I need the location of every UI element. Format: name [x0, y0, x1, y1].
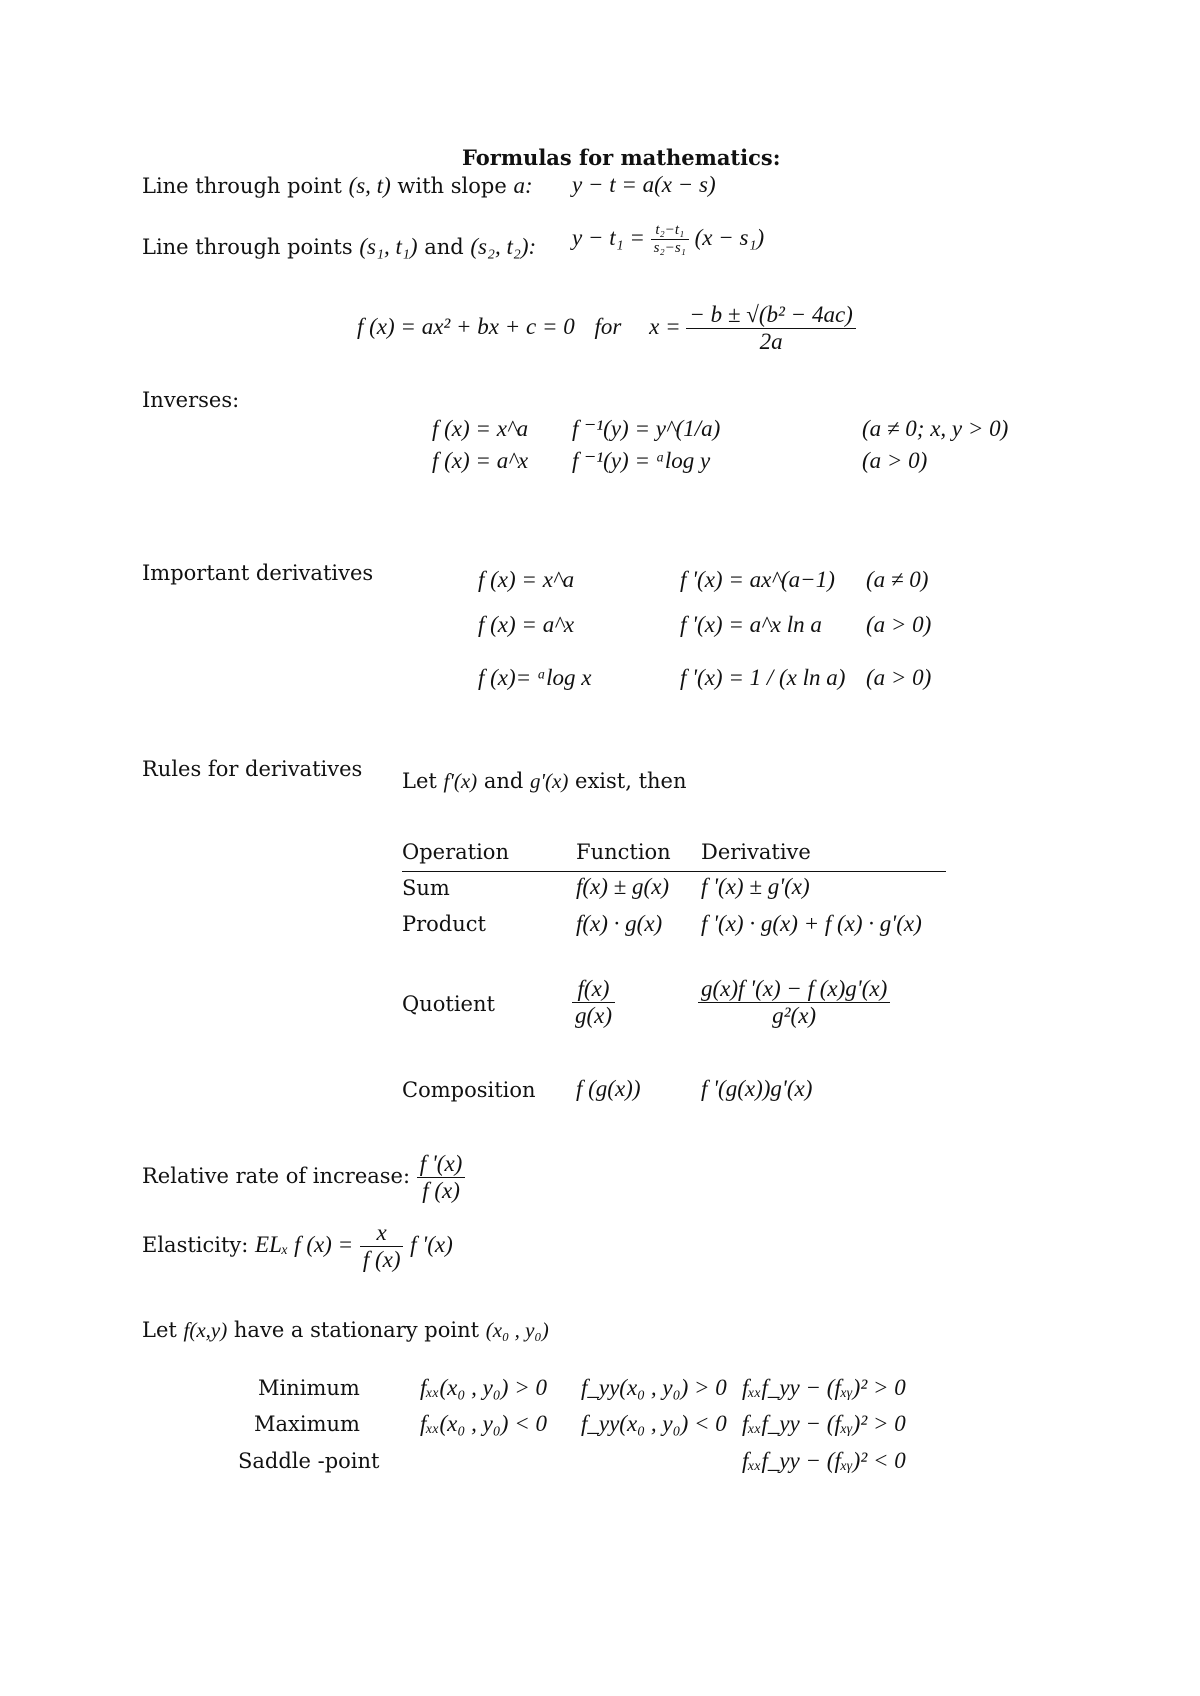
quadratic-x-eq: x =: [649, 313, 681, 339]
derivative-row-1-fp: f '(x) = ax^(a−1): [680, 567, 835, 592]
line-point-slope-var: a:: [513, 173, 533, 198]
relative-rate-row: [142, 1151, 465, 1204]
stationary-intro-point: (x₀ , y₀): [485, 1318, 549, 1342]
page-title: Formulas for mathematics:: [462, 145, 781, 170]
quadratic-fraction: [686, 302, 855, 355]
table-row-sum-deriv: f '(x) ± g'(x): [701, 874, 810, 899]
line-point-label: Line through point: [142, 174, 342, 198]
table-row-composition-op: Composition: [402, 1078, 536, 1102]
elasticity-den: f (x): [362, 1247, 401, 1272]
table-row-sum-op: Sum: [402, 876, 450, 900]
table-header-derivative: Derivative: [701, 840, 811, 864]
quadratic-for: for: [594, 313, 622, 339]
quotient-fn-num: f(x): [572, 976, 615, 1003]
quotient-deriv-num: g(x)f '(x) − f (x)g'(x): [698, 976, 890, 1003]
elasticity-rhs: f '(x): [410, 1232, 453, 1257]
quotient-fn-fraction: [572, 976, 615, 1029]
relative-rate-den: f (x): [422, 1178, 460, 1203]
table-row-product-deriv: f '(x) · g(x) + f (x) · g'(x): [701, 911, 922, 936]
line-points-fraction: [651, 222, 689, 257]
derivative-row-2-cond: (a > 0): [866, 612, 932, 637]
table-row-quotient-fn: [572, 976, 615, 1029]
line-point-point: (s, t): [348, 173, 391, 198]
stationary-row-min-label: Minimum: [258, 1376, 360, 1400]
table-row-product-op: Product: [402, 912, 486, 936]
line-points-lhs: y − t₁ =: [572, 224, 645, 250]
line-point-with-slope: with slope: [397, 174, 507, 198]
stationary-row-max-c3: fₓₓf_yy − (fₓᵧ)² > 0: [742, 1411, 906, 1436]
stationary-intro: [142, 1318, 549, 1343]
quadratic-lhs: f (x) = ax² + bx + c = 0: [357, 313, 575, 339]
table-row-composition-fn: f (g(x)): [576, 1076, 641, 1101]
line-points-p1: (s₁, t₁): [359, 234, 418, 259]
stationary-row-saddle-c3: fₓₓf_yy − (fₓᵧ)² < 0: [742, 1448, 906, 1473]
elasticity-label: Elasticity:: [142, 1233, 249, 1257]
quotient-fn-den: g(x): [575, 1003, 613, 1028]
stationary-row-saddle-label: Saddle -point: [238, 1449, 380, 1473]
inverse-row-2-cond: (a > 0): [862, 448, 928, 473]
quadratic-num: − b ± √(b² − 4ac): [686, 302, 855, 329]
elasticity-lhs: ELₓ f (x) =: [255, 1232, 354, 1257]
elasticity-num: x: [360, 1220, 404, 1247]
derivative-row-1-f: f (x) = x^a: [478, 567, 575, 592]
relative-rate-num: f '(x): [417, 1151, 466, 1178]
line-points-formula: [572, 222, 764, 257]
derivative-row-3-cond: (a > 0): [866, 665, 932, 690]
inverse-row-1-cond: (a ≠ 0; x, y > 0): [862, 416, 1009, 441]
line-points-den: s₂−s₁: [653, 240, 686, 256]
derivative-row-2-f: f (x) = a^x: [478, 612, 575, 637]
derivative-row-3-fp: f '(x) = 1 / (x ln a): [680, 665, 846, 690]
derivative-row-1-cond: (a ≠ 0): [866, 567, 929, 592]
table-row-sum-fn: f(x) ± g(x): [576, 874, 670, 899]
stationary-row-max-c1: fₓₓ(x₀ , y₀) < 0: [420, 1411, 547, 1436]
derivatives-label: Important derivatives: [142, 561, 374, 585]
rules-intro-g: g'(x): [530, 769, 569, 793]
line-points-and: and: [424, 235, 464, 259]
stationary-intro-rest: have a stationary point: [233, 1318, 480, 1342]
line-points-rhs: (x − s₁): [694, 224, 765, 250]
stationary-row-max-c2: f_yy(x₀ , y₀) < 0: [581, 1411, 727, 1436]
relative-rate-label: Relative rate of increase:: [142, 1164, 411, 1188]
line-point-row: [142, 173, 533, 199]
table-row-product-fn: f(x) · g(x): [576, 911, 663, 936]
elasticity-row: [142, 1220, 453, 1273]
relative-rate-fraction: [417, 1151, 466, 1204]
stationary-row-max-label: Maximum: [254, 1412, 360, 1436]
rules-intro-f: f'(x): [443, 769, 478, 793]
table-header-function: Function: [576, 840, 671, 864]
rules-label: Rules for derivatives: [142, 757, 363, 781]
stationary-row-min-c1: fₓₓ(x₀ , y₀) > 0: [420, 1375, 547, 1400]
quotient-deriv-fraction: [698, 976, 890, 1029]
stationary-row-min-c2: f_yy(x₀ , y₀) > 0: [581, 1375, 727, 1400]
line-points-num: t₂−t₁: [651, 222, 689, 240]
rules-intro: [402, 769, 687, 794]
elasticity-fraction: [360, 1220, 404, 1273]
quadratic-den: 2a: [759, 329, 783, 354]
line-points-p2: (s₂, t₂):: [470, 234, 537, 259]
rules-intro-exist: exist, then: [575, 769, 687, 793]
inverses-label: Inverses:: [142, 388, 240, 412]
table-header-rule: [402, 871, 946, 872]
derivative-row-3-f: f (x)= ᵃlog x: [478, 665, 592, 690]
rules-intro-let: Let: [402, 769, 437, 793]
quotient-deriv-den: g²(x): [772, 1003, 817, 1028]
table-row-quotient-deriv: [698, 976, 890, 1029]
rules-intro-and: and: [483, 769, 524, 793]
line-points-label: Line through points: [142, 235, 353, 259]
stationary-row-min-c3: fₓₓf_yy − (fₓᵧ)² > 0: [742, 1375, 906, 1400]
stationary-intro-let: Let: [142, 1318, 177, 1342]
inverse-row-1-f: f (x) = x^a: [432, 416, 529, 441]
line-point-formula: y − t = a(x − s): [572, 172, 716, 197]
table-row-quotient-op: Quotient: [402, 992, 495, 1016]
inverse-row-2-f: f (x) = a^x: [432, 448, 529, 473]
derivative-row-2-fp: f '(x) = a^x ln a: [680, 612, 822, 637]
table-header-operation: Operation: [402, 840, 509, 864]
stationary-intro-f: f(x,y): [183, 1318, 228, 1342]
inverse-row-1-finv: f ⁻¹(y) = y^(1/a): [572, 416, 721, 441]
line-points-row: [142, 234, 536, 260]
inverse-row-2-finv: f ⁻¹(y) = ᵃlog y: [572, 448, 711, 473]
quadratic-formula: [357, 302, 856, 355]
table-row-composition-deriv: f '(g(x))g'(x): [701, 1076, 813, 1101]
